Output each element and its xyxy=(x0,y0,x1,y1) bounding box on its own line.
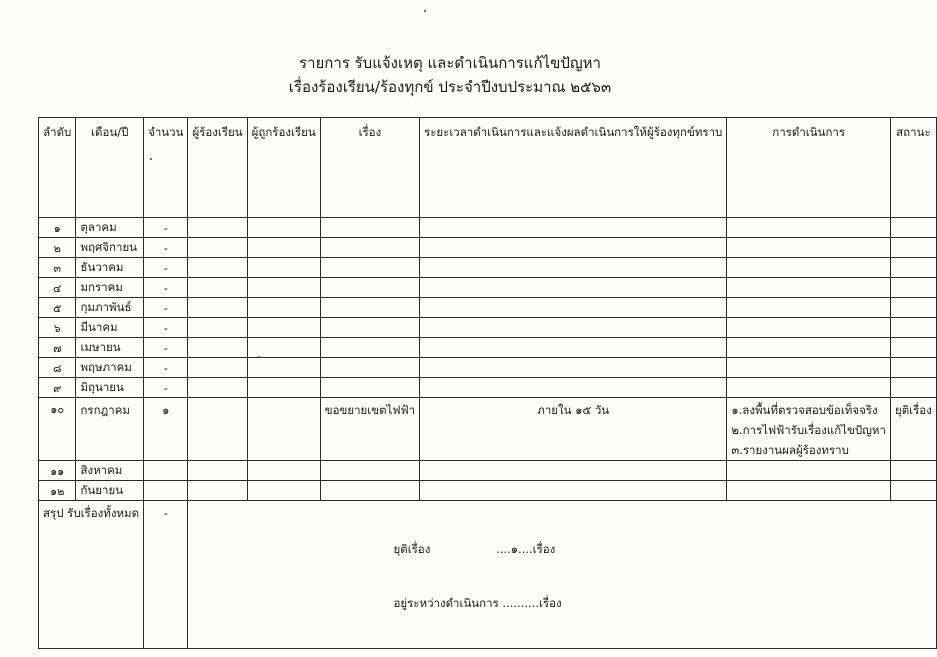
scan-speck xyxy=(424,10,426,12)
header-action: การดำเนินการ xyxy=(727,118,891,218)
row-no: ๙ xyxy=(39,378,76,398)
complaint-table xyxy=(38,117,937,649)
row-month: ธันวาคม xyxy=(76,258,144,278)
row-no: ๑๑ xyxy=(39,461,76,481)
table-row-july xyxy=(39,398,937,461)
row-month: กุมภาพันธ์ xyxy=(76,298,144,318)
action-step-2: ๒.การไฟฟ้ารับเรื่องแก้ไขปัญหา xyxy=(731,423,886,437)
row-count: - xyxy=(144,238,188,258)
summary-count: - xyxy=(144,501,188,649)
table-row xyxy=(39,218,937,238)
header-complainant: ผู้ร้องเรียน xyxy=(188,118,247,218)
scan-speck xyxy=(258,356,260,358)
header-respondent: ผู้ถูกร้องเรียน xyxy=(247,118,320,218)
header-no: ลำดับ xyxy=(39,118,76,218)
row-count: - xyxy=(144,358,188,378)
row-status: ยุติเรื่อง xyxy=(890,398,936,461)
row-no: ๕ xyxy=(39,298,76,318)
row-actions xyxy=(727,398,891,461)
action-step-1: ๑.ลงพื้นที่ตรวจสอบข้อเท็จจริง xyxy=(731,403,878,417)
summary-closed: ยุติเรื่อง ....๑....เรื่อง xyxy=(393,542,556,556)
row-no: ๒ xyxy=(39,238,76,258)
row-no: ๔ xyxy=(39,278,76,298)
row-month: ตุลาคม xyxy=(76,218,144,238)
row-count: - xyxy=(144,338,188,358)
table-row xyxy=(39,298,937,318)
scan-speck xyxy=(150,158,152,160)
summary-status xyxy=(188,501,936,649)
document-title: รายการ รับแจ้งเหตุ และดำเนินการแก้ไขปัญหา xyxy=(299,54,601,72)
header-row xyxy=(39,118,937,218)
row-subject: ขอขยายเขตไฟฟ้า xyxy=(320,398,419,461)
header-duration: ระยะเวลาดำเนินการและแจ้งผลดำเนินการให้ผู้ร้องทุกข์ทราบ xyxy=(420,118,727,218)
row-month: เมษายน xyxy=(76,338,144,358)
table-row xyxy=(39,378,937,398)
row-no: ๑๐ xyxy=(39,398,76,461)
header-subject: เรื่อง xyxy=(320,118,419,218)
row-month: มีนาคม xyxy=(76,318,144,338)
table-row xyxy=(39,338,937,358)
row-month: พฤศจิกายน xyxy=(76,238,144,258)
table-row xyxy=(39,481,937,501)
row-month: มกราคม xyxy=(76,278,144,298)
row-count: - xyxy=(144,318,188,338)
summary-in-progress: อยู่ระหว่างดำเนินการ ..........เรื่อง xyxy=(393,596,562,610)
row-no: ๓ xyxy=(39,258,76,278)
summary-label: สรุป รับเรื่องทั้งหมด xyxy=(39,501,144,649)
row-month: กันยายน xyxy=(76,481,144,501)
header-month: เดือน/ปี xyxy=(76,118,144,218)
row-count: - xyxy=(144,258,188,278)
table-row xyxy=(39,358,937,378)
row-duration: ภายใน ๑๕ วัน xyxy=(420,398,727,461)
row-count: - xyxy=(144,298,188,318)
row-month: สิงหาคม xyxy=(76,461,144,481)
row-month: พฤษภาคม xyxy=(76,358,144,378)
document-subtitle: เรื่องร้องเรียน/ร้องทุกข์ ประจำปีงบประมาณ ๒๕๖๓ xyxy=(288,78,612,96)
row-count: - xyxy=(144,378,188,398)
row-month: มิถุนายน xyxy=(76,378,144,398)
row-count: - xyxy=(144,278,188,298)
table-row xyxy=(39,238,937,258)
table-row xyxy=(39,461,937,481)
row-count: - xyxy=(144,218,188,238)
table-row xyxy=(39,258,937,278)
row-no: ๑๒ xyxy=(39,481,76,501)
row-no: ๖ xyxy=(39,318,76,338)
table-row xyxy=(39,278,937,298)
row-no: ๗ xyxy=(39,338,76,358)
header-status: สถานะ xyxy=(890,118,936,218)
row-no: ๑ xyxy=(39,218,76,238)
row-month: กรกฎาคม xyxy=(76,398,144,461)
row-no: ๘ xyxy=(39,358,76,378)
action-step-3: ๓.รายงานผลผู้ร้องทราบ xyxy=(731,443,849,457)
header-count: จำนวน xyxy=(144,118,188,218)
table-row xyxy=(39,318,937,338)
row-count: ๑ xyxy=(144,398,188,461)
summary-row xyxy=(39,501,937,649)
